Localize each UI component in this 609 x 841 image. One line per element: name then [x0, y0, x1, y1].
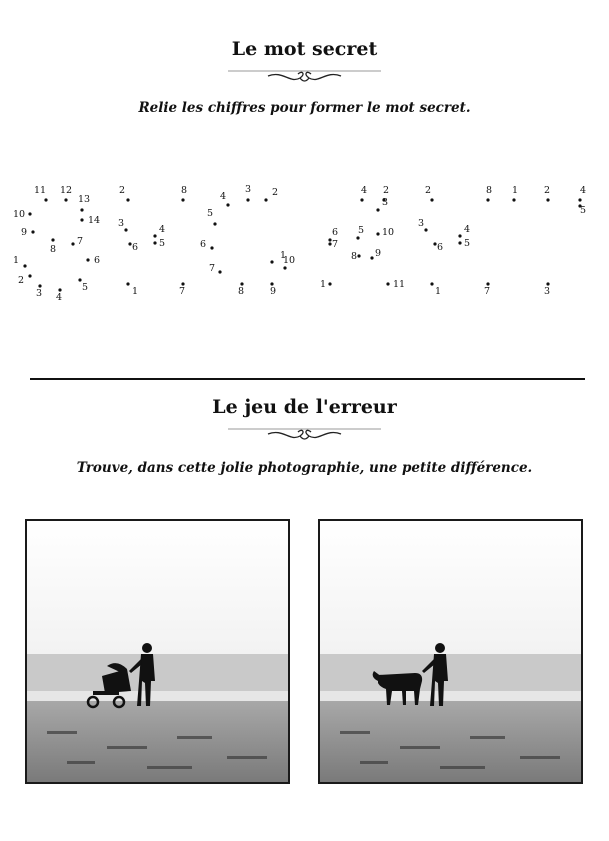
dot-point[interactable] [430, 198, 433, 201]
dot-number-label: 2 [18, 275, 25, 286]
dot-number-label: 7 [209, 263, 216, 274]
dot-letter-3 [200, 184, 295, 297]
dot-point[interactable] [80, 218, 83, 221]
dot-number-label: 6 [437, 242, 444, 253]
dot-point[interactable] [28, 212, 31, 215]
dot-number-label: 2 [425, 185, 432, 196]
dot-point[interactable] [486, 198, 489, 201]
dot-point[interactable] [153, 234, 156, 237]
dot-letter-6 [512, 185, 586, 297]
dot-point[interactable] [578, 198, 581, 201]
dot-number-label: 1 [512, 185, 519, 196]
dot-to-dot-puzzle [0, 180, 609, 310]
dot-number-label: 8 [181, 185, 188, 196]
section-divider [30, 378, 585, 380]
dot-point[interactable] [376, 232, 379, 235]
dot-number-label: 7 [484, 286, 491, 297]
dot-number-label: 5 [580, 205, 587, 216]
dot-number-label: 2 [272, 187, 279, 198]
instruction-spot-difference: Trouve, dans cette jolie photographie, une petite différence. [76, 460, 533, 476]
dot-point[interactable] [360, 198, 363, 201]
dot-point[interactable] [370, 256, 373, 259]
dot-point[interactable] [213, 222, 216, 225]
dot-point[interactable] [51, 238, 54, 241]
dot-point[interactable] [80, 208, 83, 211]
dot-number-label: 4 [464, 224, 471, 235]
dot-number-label: 9 [270, 286, 277, 297]
ornament-divider-icon [228, 424, 381, 442]
dot-number-label: 3 [36, 288, 43, 299]
dot-number-label: 2 [119, 185, 126, 196]
dot-number-label: 6 [94, 255, 101, 266]
dot-number-label: 5 [159, 238, 166, 249]
section-title-spot-difference: Le jeu de l'erreur [212, 396, 397, 418]
dot-number-label: 11 [393, 279, 406, 290]
dot-number-label: 8 [351, 251, 358, 262]
dot-number-label: 5 [207, 208, 214, 219]
dot-number-label: 8 [238, 286, 245, 297]
dot-number-label: 2 [544, 185, 551, 196]
dot-number-label: 3 [245, 184, 252, 195]
dot-number-label: 7 [77, 236, 84, 247]
dot-number-label: 3 [544, 286, 551, 297]
dot-point[interactable] [210, 246, 213, 249]
dot-number-label: 4 [56, 292, 63, 303]
dot-point[interactable] [71, 242, 74, 245]
dot-point[interactable] [86, 258, 89, 261]
dot-number-label: 3 [418, 218, 425, 229]
dot-number-label: 1 [280, 250, 287, 261]
dot-point[interactable] [124, 228, 127, 231]
dot-number-label: 10 [382, 227, 395, 238]
dot-number-label: 6 [132, 242, 139, 253]
dot-point[interactable] [64, 198, 67, 201]
dot-point[interactable] [386, 282, 389, 285]
dot-number-label: 4 [580, 185, 587, 196]
dot-point[interactable] [270, 260, 273, 263]
dot-letter-4 [320, 185, 405, 290]
dot-point[interactable] [126, 198, 129, 201]
dot-point[interactable] [546, 198, 549, 201]
dot-number-label: 10 [283, 255, 296, 266]
dot-point[interactable] [283, 266, 286, 269]
section-title-secret-word: Le mot secret [231, 38, 378, 60]
dot-number-label: 14 [88, 215, 101, 226]
dot-number-label: 7 [332, 239, 339, 250]
dot-number-label: 3 [382, 197, 389, 208]
dot-number-label: 5 [358, 225, 365, 236]
dot-point[interactable] [246, 198, 249, 201]
dot-letter-1 [13, 185, 100, 303]
dot-point[interactable] [181, 198, 184, 201]
dot-number-label: 5 [464, 238, 471, 249]
dot-point[interactable] [430, 282, 433, 285]
dot-number-label: 1 [320, 279, 327, 290]
dot-point[interactable] [328, 282, 331, 285]
dot-number-label: 1 [13, 255, 20, 266]
dot-number-label: 6 [332, 227, 339, 238]
dot-point[interactable] [458, 234, 461, 237]
dot-number-label: 3 [118, 218, 125, 229]
dot-point[interactable] [356, 236, 359, 239]
dot-number-label: 4 [220, 191, 227, 202]
dot-number-label: 4 [159, 224, 166, 235]
dot-point[interactable] [424, 228, 427, 231]
dot-letter-5 [418, 185, 492, 297]
dot-point[interactable] [357, 254, 360, 257]
instruction-secret-word: Relie les chiffres pour former le mot secret. [138, 100, 471, 116]
dot-point[interactable] [458, 241, 461, 244]
dot-point[interactable] [264, 198, 267, 201]
photo-right[interactable] [318, 519, 583, 784]
dot-point[interactable] [153, 241, 156, 244]
photo-left[interactable] [25, 519, 290, 784]
dot-point[interactable] [226, 203, 229, 206]
dot-point[interactable] [512, 198, 515, 201]
dot-number-label: 10 [13, 209, 26, 220]
dot-number-label: 12 [60, 185, 73, 196]
ornament-divider-icon [228, 66, 381, 84]
dot-number-label: 4 [361, 185, 368, 196]
dot-number-label: 8 [486, 185, 493, 196]
dot-point[interactable] [126, 282, 129, 285]
dot-letter-2 [118, 185, 187, 297]
dot-number-label: 2 [383, 185, 390, 196]
dot-point[interactable] [31, 230, 34, 233]
dot-number-label: 1 [132, 286, 139, 297]
dot-number-label: 1 [435, 286, 442, 297]
dot-point[interactable] [44, 198, 47, 201]
dot-number-label: 11 [34, 185, 47, 196]
dot-point[interactable] [376, 208, 379, 211]
dot-point[interactable] [23, 264, 26, 267]
dot-point[interactable] [218, 270, 221, 273]
dot-number-label: 8 [50, 244, 57, 255]
dot-number-label: 7 [179, 286, 186, 297]
dot-number-label: 6 [200, 239, 207, 250]
dot-number-label: 5 [82, 282, 89, 293]
dot-number-label: 13 [78, 194, 91, 205]
dot-point[interactable] [28, 274, 31, 277]
dot-number-label: 9 [375, 248, 382, 259]
dot-number-label: 9 [21, 227, 28, 238]
